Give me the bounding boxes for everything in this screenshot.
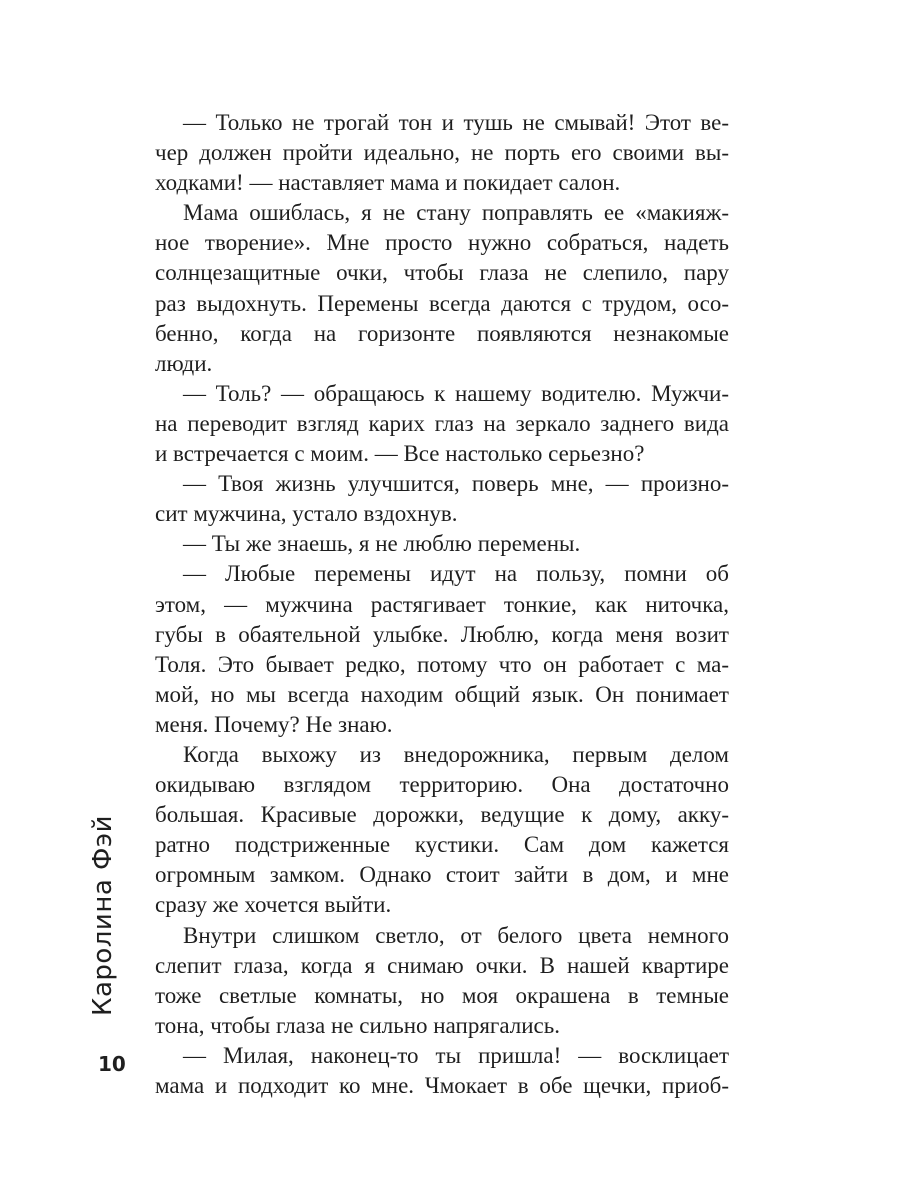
text-line: окидываю взглядом территорию. Она достаточно [155,772,729,798]
text-line: и встречается с моим. — Все настолько серьезно? [155,441,645,467]
text-line: Внутри слишком светло, от белого цвета немного [183,922,729,948]
text-line: Когда выхожу из внедорожника, первым делом [183,741,729,767]
text-line: тона, чтобы глаза не сильно напрягались. [155,1012,560,1038]
text-line: сразу же хочется выйти. [155,892,392,918]
text-line: слепит глаза, когда я снимаю очки. В нашей квартире [155,952,729,978]
text-line: этом, — мужчина растягивает тонкие, как ниточка, [155,591,729,617]
text-line: ратно подстриженные кустики. Сам дом кажется [155,832,729,858]
text-line: — Твоя жизнь улучшится, поверь мне, — произно- [183,471,729,497]
text-line: сит мужчина, устало вздохнув. [155,501,458,527]
text-line: чер должен пройти идеально, не порть его своими вы- [155,140,729,166]
text-line: — Только не трогай тон и тушь не смывай! Этот ве- [183,110,729,135]
text-line: — Толь? — обращаюсь к нашему водителю. Мужчи- [183,380,729,406]
text-line: Толя. Это бывает редко, потому что он работает с ма- [155,651,729,677]
text-line: меня. Почему? Не знаю. [155,711,393,737]
running-author-name: Каролина Фэй [88,814,118,1016]
text-line: губы в обаятельной улыбке. Люблю, когда меня возит [155,621,729,647]
text-line: — Милая, наконец-то ты пришла! — восклицает [183,1042,729,1068]
text-line: бенно, когда на горизонте появляются незнакомые [155,320,729,346]
text-line: огромным замком. Однако стоит зайти в дом, и мне [155,862,729,888]
text-line: Мама ошиблась, я не стану поправлять ее «макияж- [183,200,729,226]
text-line: — Ты же знаешь, я не люблю перемены. [183,531,581,557]
text-line: большая. Красивые дорожки, ведущие к дому, акку- [155,802,729,828]
text-line: на переводит взгляд карих глаз на зеркало заднего вида [155,410,729,436]
text-line: мой, но мы всегда находим общий язык. Он понимает [155,681,729,707]
text-line: — Любые перемены идут на пользу, помни об [183,561,729,587]
text-line: ходками! — наставляет мама и покидает салон. [155,170,621,196]
text-line: тоже светлые комнаты, но моя окрашена в темные [155,982,729,1008]
text-line: раз выдохнуть. Перемены всегда даются с трудом, осо- [155,290,729,316]
text-line: мама и подходит ко мне. Чмокает в обе щечки, приоб- [155,1073,729,1098]
body-text [155,108,729,1101]
page-number: 10 [98,1052,126,1076]
text-line: люди. [155,350,213,376]
text-line: ное творение». Мне просто нужно собраться, надеть [155,230,729,256]
text-line: солнцезащитные очки, чтобы глаза не слепило, пару [155,260,729,286]
